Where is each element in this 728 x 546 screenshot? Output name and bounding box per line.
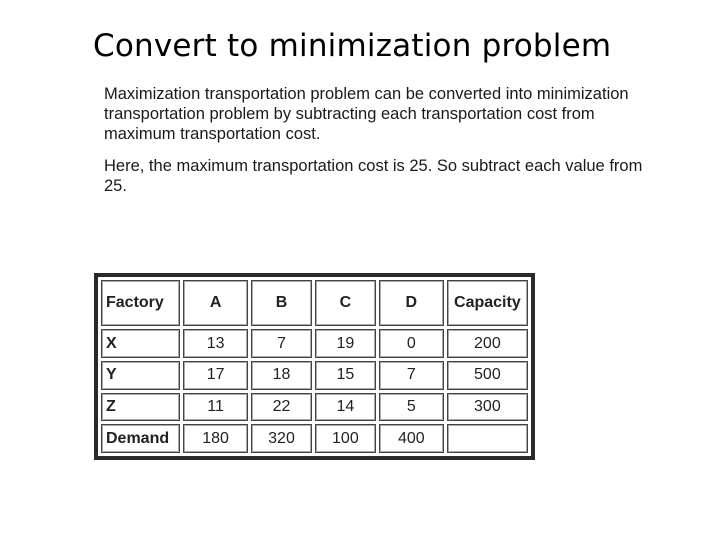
- table-cell: 13: [183, 329, 248, 358]
- table-cell: 22: [251, 393, 312, 422]
- table-cell: 11: [183, 393, 248, 422]
- transportation-table-image: [94, 273, 535, 460]
- table-cell: 320: [251, 424, 312, 453]
- table-cell: 7: [379, 361, 444, 390]
- table-cell: Z: [101, 393, 180, 422]
- explanation-text: [104, 84, 664, 196]
- paragraph-max-cost: Here, the maximum transportation cost is 25. So subtract each value from 25.: [104, 157, 643, 195]
- table-cell: Y: [101, 361, 180, 390]
- table-cell: [447, 424, 528, 453]
- table-cell: 400: [379, 424, 444, 453]
- table-row: [101, 424, 528, 453]
- header-cell: B: [251, 280, 312, 326]
- table-cell: 200: [447, 329, 528, 358]
- table-cell: 7: [251, 329, 312, 358]
- header-cell: A: [183, 280, 248, 326]
- header-cell: D: [379, 280, 444, 326]
- table-cell: 180: [183, 424, 248, 453]
- table-header-row: [101, 280, 528, 326]
- transportation-table: [98, 277, 531, 456]
- slide-title: Convert to minimization problem: [93, 28, 612, 64]
- table-cell: 5: [379, 393, 444, 422]
- table-cell: 500: [447, 361, 528, 390]
- table-cell: 14: [315, 393, 376, 422]
- table-cell: 0: [379, 329, 444, 358]
- table-cell: 100: [315, 424, 376, 453]
- header-cell: Factory: [101, 280, 180, 326]
- table-row: [101, 329, 528, 358]
- paragraph-conversion: Maximization transportation problem can be converted into minimization transportation problem by subtracting each transportation cost from maximum transportation cost.: [104, 85, 629, 143]
- table-cell: 15: [315, 361, 376, 390]
- table-cell: Demand: [101, 424, 180, 453]
- table-cell: 19: [315, 329, 376, 358]
- header-cell: Capacity: [447, 280, 528, 326]
- table-cell: 300: [447, 393, 528, 422]
- table-cell: 18: [251, 361, 312, 390]
- header-cell: C: [315, 280, 376, 326]
- table-cell: X: [101, 329, 180, 358]
- table-cell: 17: [183, 361, 248, 390]
- table-row: [101, 361, 528, 390]
- table-row: [101, 393, 528, 422]
